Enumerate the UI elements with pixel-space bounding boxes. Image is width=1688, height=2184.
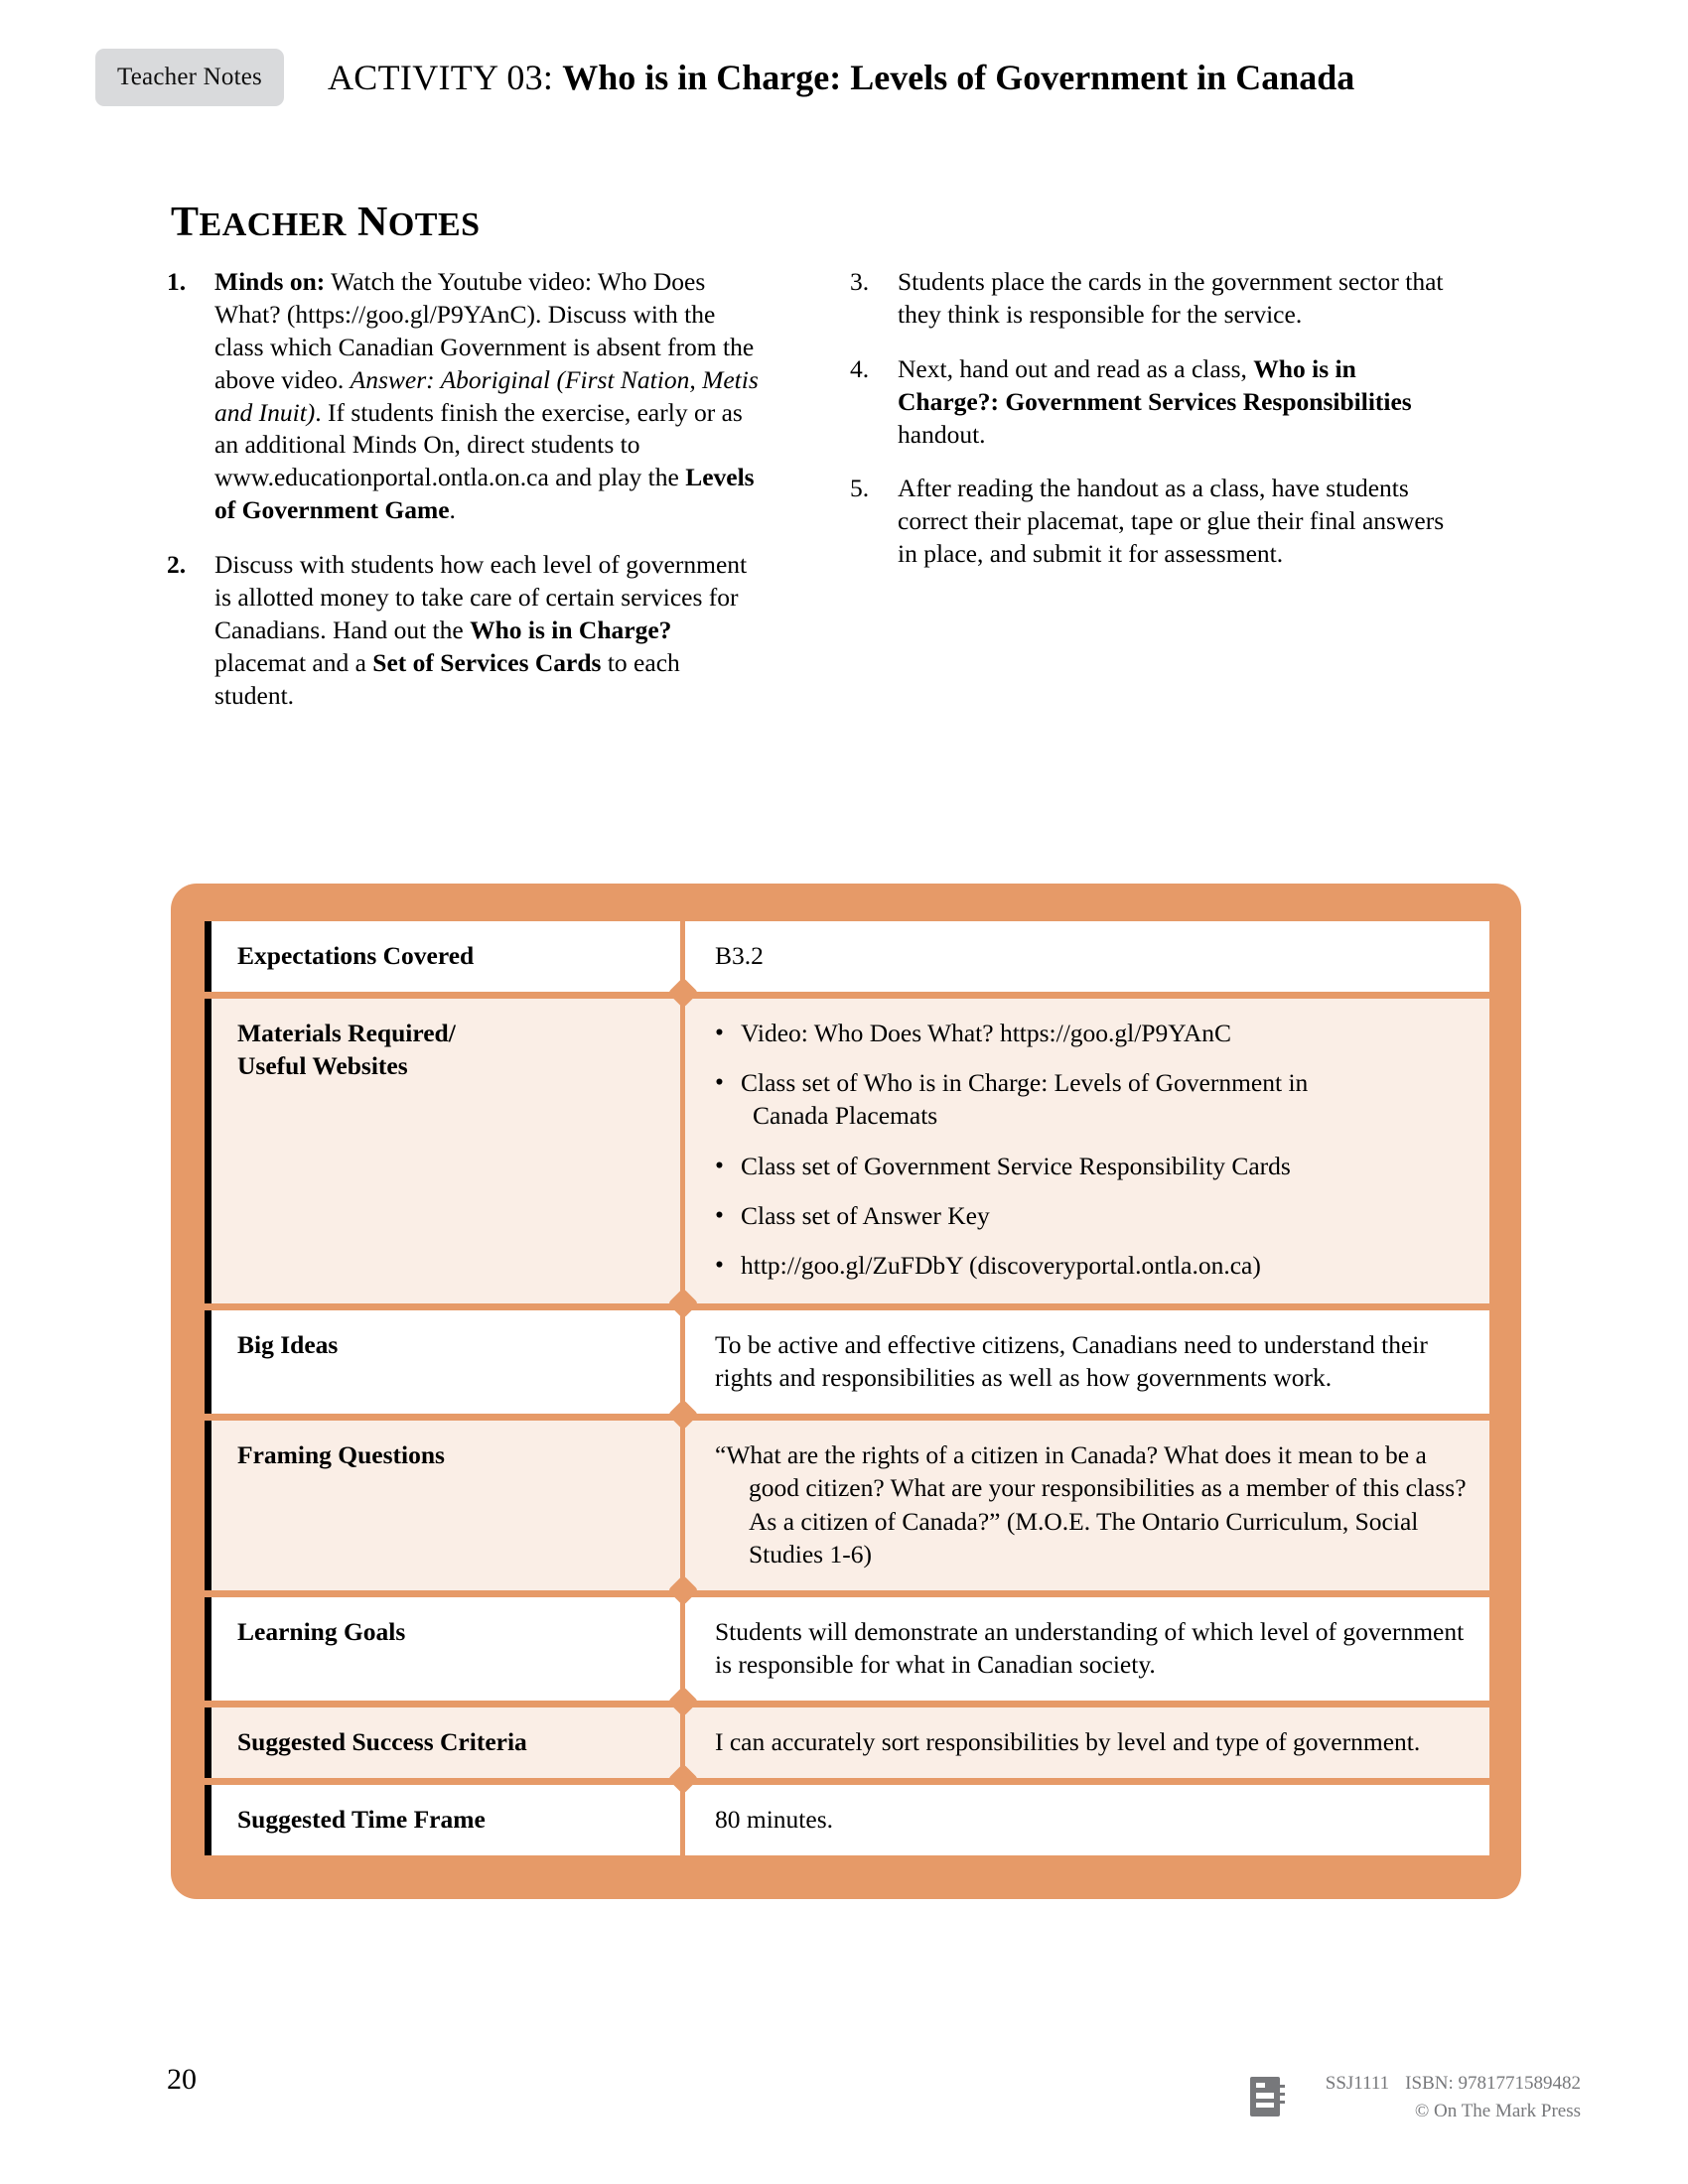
note-number: 3. <box>850 267 870 296</box>
note-text-a: Watch the Youtube video: Who Does What? (https://goo.gl/P9YAnC). Discuss with the class which Canadian Government is absent from the above video. <box>214 267 755 394</box>
note-item-4 <box>850 353 1446 452</box>
page-number: 20 <box>167 2063 197 2096</box>
row-value-materials-required <box>683 996 1490 1307</box>
heading-rest-otes: OTES <box>387 206 481 243</box>
note-number: 1. <box>167 267 187 296</box>
section-heading <box>171 199 481 246</box>
note-lead: Minds on: <box>214 267 326 296</box>
lesson-summary-card <box>171 884 1521 1899</box>
note-text-a: Discuss with students how each level of government is allotted money to take care of certain services for Canadians. Hand out the <box>214 550 748 644</box>
heading-rest-eacher: EACHER <box>199 206 347 243</box>
notes-column-left <box>167 266 763 735</box>
bullet-text-continued: Canada Placemats <box>753 1101 938 1131</box>
note-text <box>214 266 763 527</box>
row-value-learning-goals: Students will demonstrate an understanding of which level of government is responsible for what in Canadian society. <box>683 1593 1490 1704</box>
isbn: ISBN: 9781771589482 <box>1405 2073 1581 2094</box>
teacher-notes-tab-label: Teacher Notes <box>117 64 262 90</box>
note-text-b: handout. <box>898 419 986 449</box>
teacher-notes-tab <box>95 49 284 106</box>
note-text-b: . If students finish the exercise, early or as an additional Minds On, direct students to www.educationportal.ontla.on.ca and play the <box>214 397 743 492</box>
table-row <box>209 1418 1490 1594</box>
note-text-c: to each student. <box>214 647 680 710</box>
table-row <box>209 1593 1490 1704</box>
materials-bullet-list <box>715 1017 1474 1282</box>
activity-name: Who is in Charge: Levels of Government in Canada <box>562 58 1355 97</box>
heading-cap-n: N <box>356 200 388 245</box>
note-bold-a: Who is in Charge? <box>470 614 672 644</box>
row-value-framing-questions <box>683 1418 1490 1594</box>
row-label-framing-questions: Framing Questions <box>209 1418 683 1594</box>
row-label-expectations-covered: Expectations Covered <box>209 921 683 996</box>
note-bold-b: Set of Services Cards <box>372 647 602 677</box>
bullet-text: http://goo.gl/ZuFDbY (discoveryportal.ontla.on.ca) <box>741 1250 1261 1280</box>
heading-cap-t: T <box>171 200 200 245</box>
row-value-suggested-time-frame: 80 minutes. <box>715 1805 833 1835</box>
note-bold-a: Who is in Charge?: Government Services Responsibilities <box>898 353 1412 416</box>
row-label-learning-goals: Learning Goals <box>209 1593 683 1704</box>
row-value-expectations-covered: B3.2 <box>683 921 1490 996</box>
note-item-2 <box>167 549 763 712</box>
note-text <box>898 473 1446 571</box>
framing-questions-text: “What are the rights of a citizen in Canada? What does it mean to be a good citizen? What are your responsibilities as a member of this class? As a citizen of Canada?” (M.O.E. The Ontario Curriculum, Social Studies 1-6) <box>715 1440 1467 1569</box>
list-item <box>715 1150 1474 1182</box>
note-number: 5. <box>850 474 870 503</box>
table-row <box>209 921 1490 996</box>
list-item <box>715 1199 1474 1232</box>
document-icon <box>1246 2075 1288 2120</box>
list-item <box>715 1017 1474 1049</box>
row-value-big-ideas: To be active and effective citizens, Canadians need to understand their rights and responsibilities as well as how governments work. <box>683 1306 1490 1417</box>
table-row <box>209 1705 1490 1782</box>
note-text-a: Students place the cards in the government sector that they think is responsible for the service. <box>898 267 1444 329</box>
note-text <box>898 266 1446 332</box>
note-text-a: After reading the handout as a class, have students correct their placemat, tape or glue their final answers in place, and submit it for assessment. <box>898 474 1445 569</box>
row-label-suggested-success-criteria: Suggested Success Criteria <box>209 1705 683 1782</box>
list-item <box>715 1066 1474 1132</box>
page-title <box>328 60 1354 95</box>
note-number: 2. <box>167 550 187 580</box>
row-label-line-1: Materials Required/ <box>237 1019 456 1048</box>
teacher-notes-body <box>167 266 1537 735</box>
list-item <box>715 1249 1474 1282</box>
page-header <box>0 48 1688 107</box>
imprint-text <box>1310 2070 1581 2124</box>
notes-column-right <box>850 266 1446 735</box>
table-row <box>209 1782 1490 1856</box>
lesson-summary-table <box>205 921 1489 1855</box>
imprint-line-2: © On The Mark Press <box>1414 2100 1581 2121</box>
table-row <box>209 1306 1490 1417</box>
note-item-3 <box>850 266 1446 332</box>
row-label-line-2: Useful Websites <box>237 1051 408 1081</box>
row-label-big-ideas: Big Ideas <box>209 1306 683 1417</box>
note-text <box>898 353 1446 452</box>
row-label-materials-required <box>209 996 683 1307</box>
bullet-text: Video: Who Does What? https://goo.gl/P9YAnC <box>741 1019 1232 1048</box>
note-italic: Answer: Aboriginal (First Nation, Metis and Inuit) <box>214 364 759 427</box>
note-item-1 <box>167 266 763 527</box>
note-item-5 <box>850 473 1446 571</box>
row-value-suggested-success-criteria: I can accurately sort responsibilities by level and type of government. <box>683 1705 1490 1782</box>
note-number: 4. <box>850 353 870 383</box>
activity-label: ACTIVITY 03: <box>328 58 554 97</box>
table-row <box>209 996 1490 1307</box>
row-label-suggested-time-frame: Suggested Time Frame <box>209 1782 683 1856</box>
footer-imprint <box>1246 2070 1581 2124</box>
product-code: SSJ1111 <box>1325 2073 1390 2094</box>
bullet-text: Class set of Answer Key <box>741 1200 990 1230</box>
note-bold-tail: Levels of Government Game <box>214 463 755 525</box>
note-text-a: Next, hand out and read as a class, <box>898 353 1254 383</box>
bullet-text: Class set of Who is in Charge: Levels of Government in <box>741 1068 1309 1098</box>
imprint-line-1 <box>1310 2070 1581 2098</box>
note-text-b: placemat and a <box>214 647 373 677</box>
note-text <box>214 549 763 712</box>
bullet-text: Class set of Government Service Responsibility Cards <box>741 1151 1291 1180</box>
note-text-c: . <box>449 495 456 525</box>
